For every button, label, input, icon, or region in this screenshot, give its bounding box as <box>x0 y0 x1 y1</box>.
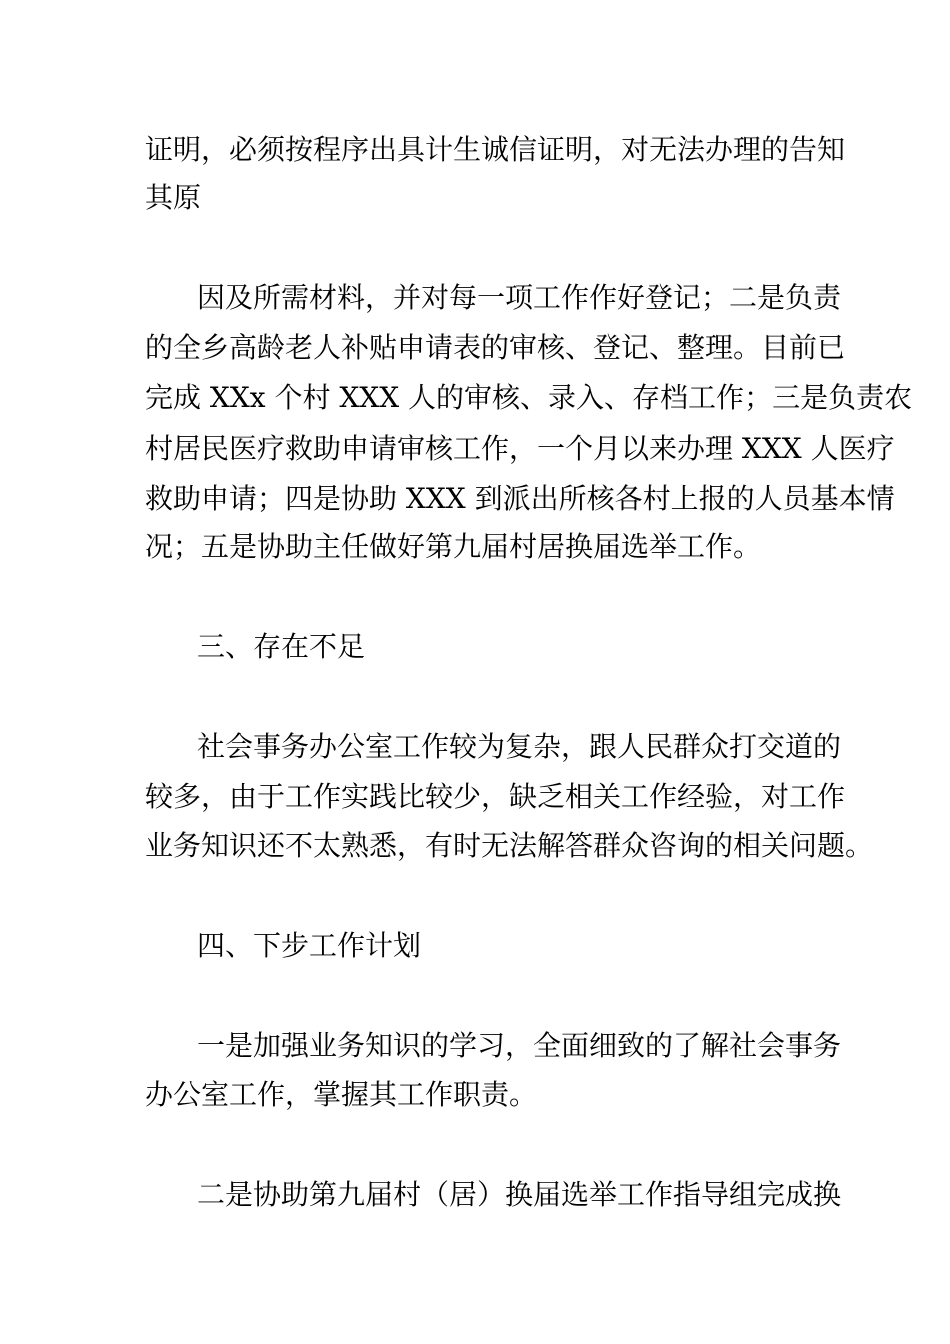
text-line: 况；五是协助主任做好第九届村居换届选举工作。 <box>145 530 762 563</box>
section-heading-next-plan: 四、下步工作计划 <box>197 929 422 962</box>
paragraph-start-line: 因及所需材料，并对每一项工作作好登记；二是负责 <box>197 281 842 314</box>
text-line: 较多，由于工作实践比较少，缺乏相关工作经验，对工作 <box>145 780 846 813</box>
section-heading-deficiencies: 三、存在不足 <box>197 630 366 663</box>
paragraph-start-line: 社会事务办公室工作较为复杂，跟人民群众打交道的 <box>197 730 842 763</box>
text-line: 救助申请；四是协助 XXX 到派出所核各村上报的人员基本情 <box>145 482 895 515</box>
text-line: 业务知识还不太熟悉，有时无法解答群众咨询的相关问题。 <box>145 829 874 862</box>
text-line: 其原 <box>145 181 202 214</box>
text-line: 证明，必须按程序出具计生诚信证明，对无法办理的告知 <box>145 133 846 166</box>
paragraph-start-line: 二是协助第九届村（居）换届选举工作指导组完成换 <box>197 1178 842 1211</box>
text-line: 完成 XXx 个村 XXX 人的审核、录入、存档工作；三是负责农 <box>145 381 913 414</box>
text-line: 的全乡高龄老人补贴申请表的审核、登记、整理。目前已 <box>145 331 846 364</box>
paragraph-start-line: 一是加强业务知识的学习，全面细致的了解社会事务 <box>197 1029 842 1062</box>
text-line: 村居民医疗救助申请审核工作，一个月以来办理 XXX 人医疗 <box>145 432 895 465</box>
text-line: 办公室工作，掌握其工作职责。 <box>145 1078 538 1111</box>
